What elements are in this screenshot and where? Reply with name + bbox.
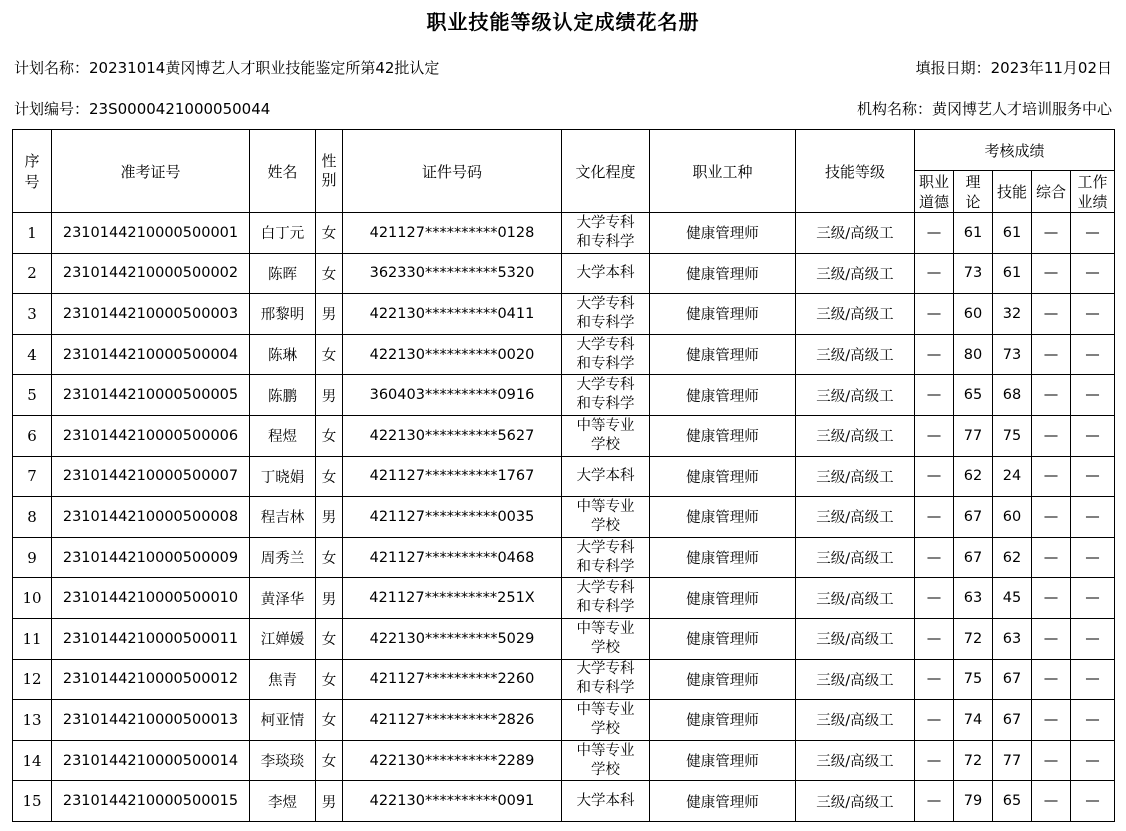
occupation-cell: 健康管理师 (650, 415, 796, 456)
exam-no-cell: 2310144210000500005 (52, 375, 250, 416)
gender-cell: 女 (316, 415, 343, 456)
seq-cell: 5 (13, 375, 52, 416)
skill-level-cell: 三级/高级工 (796, 334, 915, 375)
work-score-cell: — (1071, 253, 1115, 294)
gender-cell: 女 (316, 213, 343, 254)
id-no-cell: 422130**********0091 (343, 781, 562, 822)
theory-score-cell: 63 (954, 578, 993, 619)
name-cell: 焦青 (250, 659, 316, 700)
col-gender (316, 130, 343, 213)
id-no-cell: 422130**********5029 (343, 618, 562, 659)
ethics-score-cell: — (915, 294, 954, 335)
theory-score-cell: 80 (954, 334, 993, 375)
exam-no-cell: 2310144210000500009 (52, 537, 250, 578)
table-row (13, 456, 1115, 497)
gender-cell: 男 (316, 294, 343, 335)
ethics-score-cell: — (915, 497, 954, 538)
skill-score-cell: 67 (993, 700, 1032, 741)
ethics-score-cell: — (915, 456, 954, 497)
education-cell (562, 700, 650, 741)
table-row (13, 253, 1115, 294)
work-score-cell: — (1071, 213, 1115, 254)
exam-no-cell: 2310144210000500014 (52, 740, 250, 781)
ethics-score-cell: — (915, 375, 954, 416)
work-score-cell: — (1071, 415, 1115, 456)
col-composite: 综合 (1032, 171, 1071, 213)
name-cell: 丁晓娟 (250, 456, 316, 497)
table-row (13, 497, 1115, 538)
theory-score-cell: 73 (954, 253, 993, 294)
education-cell (562, 659, 650, 700)
seq-cell: 8 (13, 497, 52, 538)
col-gender-line2: 别 (321, 171, 337, 189)
theory-score-cell: 60 (954, 294, 993, 335)
education-cell (562, 253, 650, 294)
gender-cell: 女 (316, 700, 343, 741)
col-ethics (915, 171, 954, 213)
education-cell (562, 781, 650, 822)
work-score-cell: — (1071, 456, 1115, 497)
skill-level-cell: 三级/高级工 (796, 740, 915, 781)
skill-level-cell: 三级/高级工 (796, 618, 915, 659)
id-no-cell: 421127**********2260 (343, 659, 562, 700)
exam-no-cell: 2310144210000500010 (52, 578, 250, 619)
theory-score-cell: 77 (954, 415, 993, 456)
col-name: 姓名 (250, 130, 316, 213)
skill-level-cell: 三级/高级工 (796, 781, 915, 822)
header-row (13, 130, 1115, 171)
col-exam-no: 准考证号 (52, 130, 250, 213)
theory-score-cell: 61 (954, 213, 993, 254)
skill-score-cell: 62 (993, 537, 1032, 578)
composite-score-cell: — (1032, 578, 1071, 619)
composite-score-cell: — (1032, 334, 1071, 375)
seq-cell: 7 (13, 456, 52, 497)
education-line2: 学校 (591, 720, 620, 737)
name-cell: 程煜 (250, 415, 316, 456)
composite-score-cell: — (1032, 456, 1071, 497)
seq-cell: 15 (13, 781, 52, 822)
education-line1: 中等专业 (576, 701, 635, 718)
exam-no-cell: 2310144210000500003 (52, 294, 250, 335)
exam-no-cell: 2310144210000500007 (52, 456, 250, 497)
composite-score-cell: — (1032, 618, 1071, 659)
id-no-cell: 421127**********1767 (343, 456, 562, 497)
work-score-cell: — (1071, 578, 1115, 619)
gender-cell: 女 (316, 456, 343, 497)
skill-level-cell: 三级/高级工 (796, 659, 915, 700)
table-row (13, 618, 1115, 659)
id-no-cell: 421127**********0468 (343, 537, 562, 578)
composite-score-cell: — (1032, 740, 1071, 781)
occupation-cell: 健康管理师 (650, 375, 796, 416)
theory-score-cell: 79 (954, 781, 993, 822)
seq-cell: 1 (13, 213, 52, 254)
theory-score-cell: 67 (954, 497, 993, 538)
education-line1: 大学专科 (576, 295, 635, 312)
work-score-cell: — (1071, 294, 1115, 335)
education-line2: 学校 (591, 517, 620, 534)
name-cell: 程吉林 (250, 497, 316, 538)
education-cell (562, 213, 650, 254)
col-education: 文化程度 (562, 130, 650, 213)
seq-cell: 2 (13, 253, 52, 294)
composite-score-cell: — (1032, 781, 1071, 822)
education-line2: 学校 (591, 761, 620, 778)
occupation-cell: 健康管理师 (650, 618, 796, 659)
education-cell (562, 618, 650, 659)
skill-level-cell: 三级/高级工 (796, 415, 915, 456)
seq-cell: 6 (13, 415, 52, 456)
name-cell: 李煜 (250, 781, 316, 822)
table-row (13, 578, 1115, 619)
skill-score-cell: 45 (993, 578, 1032, 619)
gender-cell: 男 (316, 375, 343, 416)
theory-score-cell: 74 (954, 700, 993, 741)
education-line2: 和专科学 (576, 314, 635, 331)
education-line1: 大学专科 (576, 336, 635, 353)
exam-no-cell: 2310144210000500006 (52, 415, 250, 456)
occupation-cell: 健康管理师 (650, 334, 796, 375)
skill-score-cell: 32 (993, 294, 1032, 335)
name-cell: 周秀兰 (250, 537, 316, 578)
exam-no-cell: 2310144210000500004 (52, 334, 250, 375)
table-row (13, 700, 1115, 741)
seq-cell: 12 (13, 659, 52, 700)
skill-score-cell: 73 (993, 334, 1032, 375)
seq-cell: 10 (13, 578, 52, 619)
education-line1: 大学本科 (576, 264, 635, 281)
name-cell: 邢黎明 (250, 294, 316, 335)
skill-score-cell: 77 (993, 740, 1032, 781)
work-score-cell: — (1071, 537, 1115, 578)
ethics-score-cell: — (915, 578, 954, 619)
gender-cell: 女 (316, 740, 343, 781)
skill-level-cell: 三级/高级工 (796, 537, 915, 578)
work-score-cell: — (1071, 740, 1115, 781)
col-work-line1: 工作 (1077, 172, 1108, 191)
education-cell (562, 334, 650, 375)
id-no-cell: 422130**********5627 (343, 415, 562, 456)
occupation-cell: 健康管理师 (650, 578, 796, 619)
work-score-cell: — (1071, 618, 1115, 659)
theory-score-cell: 72 (954, 618, 993, 659)
name-cell: 白丁元 (250, 213, 316, 254)
exam-no-cell: 2310144210000500011 (52, 618, 250, 659)
id-no-cell: 421127**********251X (343, 578, 562, 619)
education-line1: 中等专业 (576, 498, 635, 515)
gender-cell: 女 (316, 618, 343, 659)
occupation-cell: 健康管理师 (650, 740, 796, 781)
education-line1: 中等专业 (576, 417, 635, 434)
col-work-line2: 业绩 (1077, 192, 1108, 211)
col-id-no: 证件号码 (343, 130, 562, 213)
skill-level-cell: 三级/高级工 (796, 375, 915, 416)
education-cell (562, 578, 650, 619)
skill-score-cell: 60 (993, 497, 1032, 538)
id-no-cell: 422130**********0411 (343, 294, 562, 335)
skill-score-cell: 67 (993, 659, 1032, 700)
plan-name: 计划名称：20231014黄冈博艺人才职业技能鉴定所第42批认定 (14, 59, 440, 77)
skill-score-cell: 75 (993, 415, 1032, 456)
col-gender-line1: 性 (321, 152, 337, 170)
work-score-cell: — (1071, 334, 1115, 375)
education-line1: 大学专科 (576, 539, 635, 556)
gender-cell: 女 (316, 334, 343, 375)
education-line1: 大学专科 (576, 377, 635, 394)
education-line1: 大学专科 (576, 214, 635, 231)
col-work (1071, 171, 1115, 213)
composite-score-cell: — (1032, 659, 1071, 700)
occupation-cell: 健康管理师 (650, 294, 796, 335)
education-line1: 中等专业 (576, 742, 635, 759)
name-cell: 李琰琰 (250, 740, 316, 781)
score-roster-table (12, 129, 1115, 822)
ethics-score-cell: — (915, 334, 954, 375)
col-seq (13, 130, 52, 213)
education-line2: 和专科学 (576, 355, 635, 372)
education-line1: 大学专科 (576, 661, 635, 678)
gender-cell: 女 (316, 537, 343, 578)
education-line2: 和专科学 (576, 233, 635, 250)
seq-cell: 4 (13, 334, 52, 375)
education-line1: 大学本科 (576, 467, 635, 484)
gender-cell: 男 (316, 781, 343, 822)
education-line1: 大学专科 (576, 580, 635, 597)
education-cell (562, 497, 650, 538)
org-name: 机构名称：黄冈博艺人才培训服务中心 (856, 100, 1112, 118)
table-row (13, 294, 1115, 335)
skill-level-cell: 三级/高级工 (796, 456, 915, 497)
education-line1: 大学本科 (576, 792, 635, 809)
composite-score-cell: — (1032, 537, 1071, 578)
composite-score-cell: — (1032, 415, 1071, 456)
seq-cell: 9 (13, 537, 52, 578)
education-line2: 学校 (591, 639, 620, 656)
page-title: 职业技能等级认定成绩花名册 (426, 10, 700, 34)
id-no-cell: 421127**********0128 (343, 213, 562, 254)
occupation-cell: 健康管理师 (650, 659, 796, 700)
education-line2: 和专科学 (576, 396, 635, 413)
col-theory-line2: 论 (965, 192, 981, 211)
id-no-cell: 422130**********0020 (343, 334, 562, 375)
skill-level-cell: 三级/高级工 (796, 578, 915, 619)
theory-score-cell: 75 (954, 659, 993, 700)
education-line2: 和专科学 (576, 680, 635, 697)
col-scores: 考核成绩 (915, 130, 1115, 171)
occupation-cell: 健康管理师 (650, 456, 796, 497)
education-line2: 和专科学 (576, 599, 635, 616)
col-skill-level: 技能等级 (796, 130, 915, 213)
work-score-cell: — (1071, 700, 1115, 741)
education-cell (562, 456, 650, 497)
id-no-cell: 360403**********0916 (343, 375, 562, 416)
skill-score-cell: 63 (993, 618, 1032, 659)
skill-score-cell: 65 (993, 781, 1032, 822)
skill-level-cell: 三级/高级工 (796, 700, 915, 741)
table-row (13, 415, 1115, 456)
id-no-cell: 421127**********0035 (343, 497, 562, 538)
id-no-cell: 362330**********5320 (343, 253, 562, 294)
name-cell: 黄泽华 (250, 578, 316, 619)
theory-score-cell: 65 (954, 375, 993, 416)
ethics-score-cell: — (915, 213, 954, 254)
seq-cell: 3 (13, 294, 52, 335)
composite-score-cell: — (1032, 294, 1071, 335)
occupation-cell: 健康管理师 (650, 253, 796, 294)
theory-score-cell: 72 (954, 740, 993, 781)
col-ethics-line2: 道德 (918, 192, 949, 211)
skill-score-cell: 68 (993, 375, 1032, 416)
work-score-cell: — (1071, 497, 1115, 538)
education-cell (562, 415, 650, 456)
col-seq-line2: 号 (24, 173, 40, 191)
occupation-cell: 健康管理师 (650, 497, 796, 538)
education-line1: 中等专业 (576, 620, 635, 637)
exam-no-cell: 2310144210000500012 (52, 659, 250, 700)
name-cell: 江婵媛 (250, 618, 316, 659)
gender-cell: 男 (316, 578, 343, 619)
education-cell (562, 375, 650, 416)
seq-cell: 14 (13, 740, 52, 781)
occupation-cell: 健康管理师 (650, 537, 796, 578)
fill-date: 填报日期：2023年11月02日 (915, 59, 1112, 77)
exam-no-cell: 2310144210000500002 (52, 253, 250, 294)
col-skill: 技能 (993, 171, 1032, 213)
ethics-score-cell: — (915, 659, 954, 700)
name-cell: 陈鹏 (250, 375, 316, 416)
table-row (13, 537, 1115, 578)
table-row (13, 740, 1115, 781)
composite-score-cell: — (1032, 497, 1071, 538)
ethics-score-cell: — (915, 740, 954, 781)
ethics-score-cell: — (915, 537, 954, 578)
seq-cell: 13 (13, 700, 52, 741)
theory-score-cell: 62 (954, 456, 993, 497)
skill-score-cell: 24 (993, 456, 1032, 497)
skill-score-cell: 61 (993, 213, 1032, 254)
occupation-cell: 健康管理师 (650, 781, 796, 822)
education-cell (562, 740, 650, 781)
ethics-score-cell: — (915, 253, 954, 294)
skill-level-cell: 三级/高级工 (796, 497, 915, 538)
work-score-cell: — (1071, 781, 1115, 822)
col-occupation: 职业工种 (650, 130, 796, 213)
exam-no-cell: 2310144210000500013 (52, 700, 250, 741)
work-score-cell: — (1071, 659, 1115, 700)
composite-score-cell: — (1032, 375, 1071, 416)
composite-score-cell: — (1032, 700, 1071, 741)
gender-cell: 女 (316, 253, 343, 294)
occupation-cell: 健康管理师 (650, 700, 796, 741)
composite-score-cell: — (1032, 213, 1071, 254)
table-row (13, 781, 1115, 822)
name-cell: 陈晖 (250, 253, 316, 294)
plan-number: 计划编号：23S0000421000050044 (14, 100, 271, 118)
skill-level-cell: 三级/高级工 (796, 253, 915, 294)
table-row (13, 375, 1115, 416)
occupation-cell: 健康管理师 (650, 213, 796, 254)
col-ethics-line1: 职业 (918, 172, 949, 191)
education-cell (562, 537, 650, 578)
skill-score-cell: 61 (993, 253, 1032, 294)
education-cell (562, 294, 650, 335)
skill-level-cell: 三级/高级工 (796, 213, 915, 254)
gender-cell: 女 (316, 659, 343, 700)
col-seq-line1: 序 (24, 152, 40, 170)
gender-cell: 男 (316, 497, 343, 538)
theory-score-cell: 67 (954, 537, 993, 578)
work-score-cell: — (1071, 375, 1115, 416)
id-no-cell: 422130**********2289 (343, 740, 562, 781)
col-theory (954, 171, 993, 213)
table-row (13, 213, 1115, 254)
name-cell: 柯亚情 (250, 700, 316, 741)
ethics-score-cell: — (915, 415, 954, 456)
education-line2: 和专科学 (576, 558, 635, 575)
exam-no-cell: 2310144210000500015 (52, 781, 250, 822)
exam-no-cell: 2310144210000500001 (52, 213, 250, 254)
skill-level-cell: 三级/高级工 (796, 294, 915, 335)
ethics-score-cell: — (915, 781, 954, 822)
id-no-cell: 421127**********2826 (343, 700, 562, 741)
table-row (13, 659, 1115, 700)
ethics-score-cell: — (915, 618, 954, 659)
name-cell: 陈琳 (250, 334, 316, 375)
ethics-score-cell: — (915, 700, 954, 741)
seq-cell: 11 (13, 618, 52, 659)
composite-score-cell: — (1032, 253, 1071, 294)
table-row (13, 334, 1115, 375)
education-line2: 学校 (591, 436, 620, 453)
exam-no-cell: 2310144210000500008 (52, 497, 250, 538)
col-theory-line1: 理 (965, 172, 981, 191)
